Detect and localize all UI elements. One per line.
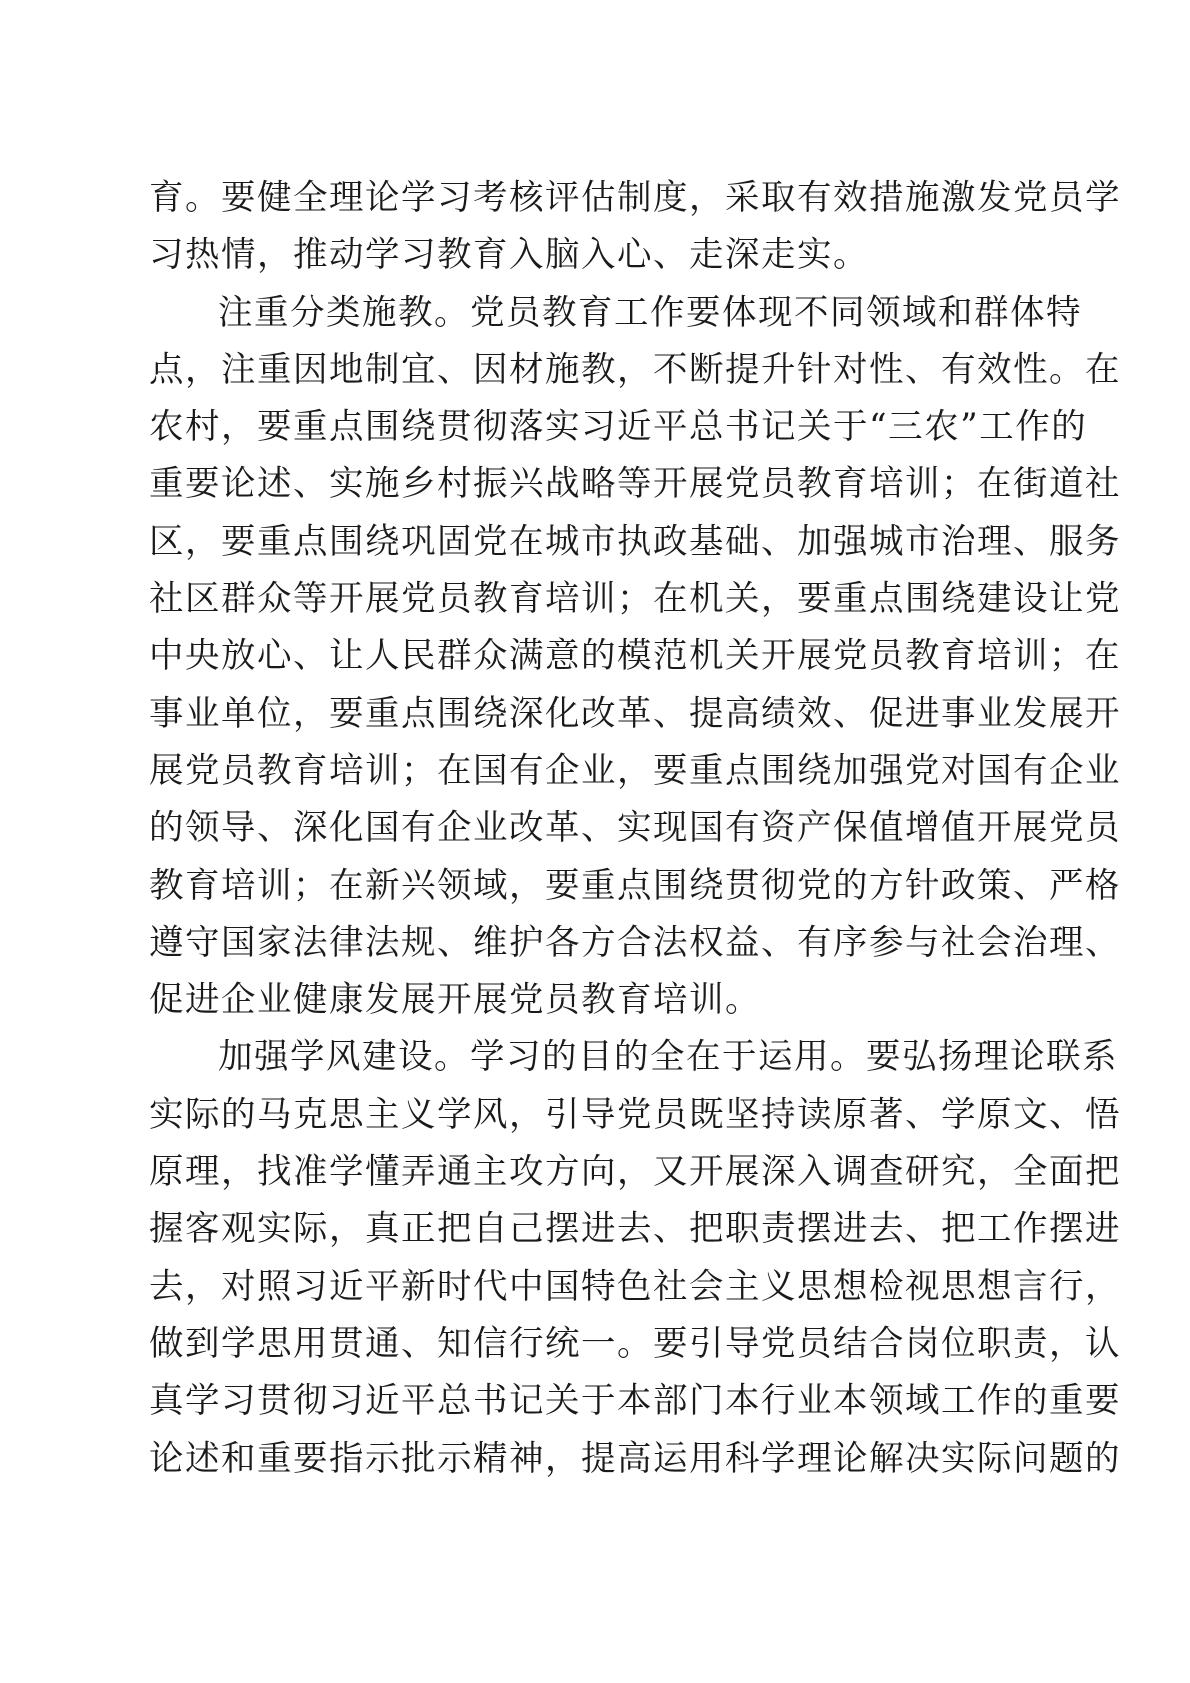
text-line: 农村，要重点围绕贯彻落实习近平总书记关于“三农”工作的 [149,407,1088,448]
text-line: 论述和重要指示批示精神，提高运用科学理论解决实际问题的 [149,1438,1121,1479]
text-line: 育。要健全理论学习考核评估制度，采取有效措施激发党员学 [149,178,1121,218]
text-line: 重要论述、实施乡村振兴战略等开展党员教育培训；在街道社 [149,464,1121,505]
text-line: 做到学思用贯通、知信行统一。要引导党员结合岗位职责，认 [149,1323,1121,1364]
text-line: 点，注重因地制宜、因材施教，不断提升针对性、有效性。在 [149,349,1121,390]
text-line: 遵守国家法律法规、维护各方合法权益、有序参与社会治理、 [149,922,1121,963]
paragraph-first-line: 注重分类施教。党员教育工作要体现不同领域和群体特 [218,292,1082,333]
text-line: 促进企业健康发展开展党员教育培训。 [149,980,761,1021]
paragraph-first-line: 加强学风建设。学习的目的全在于运用。要弘扬理论联系 [218,1037,1118,1078]
body-text [149,170,1121,1488]
text-line: 中央放心、让人民群众满意的模范机关开展党员教育培训；在 [149,636,1121,677]
text-line: 原理，找准学懂弄通主攻方向，又开展深入调查研究，全面把 [149,1152,1121,1193]
text-line: 区，要重点围绕巩固党在城市执政基础、加强城市治理、服务 [149,521,1121,562]
text-line: 教育培训；在新兴领域，要重点围绕贯彻党的方针政策、严格 [149,865,1121,906]
text-line: 的领导、深化国有企业改革、实现国有资产保值增值开展党员 [149,808,1121,849]
text-line: 习热情，推动学习教育入脑入心、走深走实。 [149,235,869,276]
text-line: 社区群众等开展党员教育培训；在机关，要重点围绕建设让党 [149,579,1121,620]
text-line: 握客观实际，真正把自己摆进去、把职责摆进去、把工作摆进 [149,1209,1121,1250]
text-line: 真学习贯彻习近平总书记关于本部门本行业本领域工作的重要 [149,1381,1121,1422]
text-line: 去，对照习近平新时代中国特色社会主义思想检视思想言行， [149,1266,1121,1307]
text-line: 事业单位，要重点围绕深化改革、提高绩效、促进事业发展开 [149,693,1121,734]
text-line: 展党员教育培训；在国有企业，要重点围绕加强党对国有企业 [149,750,1121,791]
text-line: 实际的马克思主义学风，引导党员既坚持读原著、学原文、悟 [149,1094,1121,1135]
